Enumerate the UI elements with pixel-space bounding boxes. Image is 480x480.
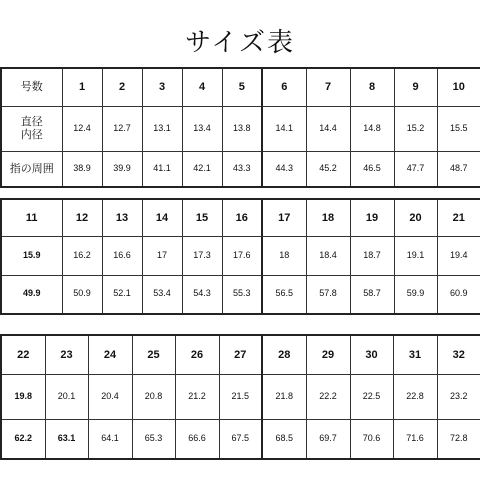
diameter-cell: 21.2: [175, 374, 219, 419]
diameter-cell: 18: [262, 236, 306, 275]
size-number: 25: [132, 335, 175, 374]
circumference-cell: 55.3: [222, 275, 262, 314]
diameter-cell: 14.4: [306, 106, 350, 151]
size-number: 26: [175, 335, 219, 374]
diameter-cell: 21.5: [219, 374, 262, 419]
size-number-row: [1, 335, 480, 374]
size-number: 1: [62, 68, 102, 106]
circumference-row: [1, 151, 480, 187]
circumference-cell: 45.2: [306, 151, 350, 187]
size-number: 12: [62, 199, 102, 236]
diameter-cell: 16.2: [62, 236, 102, 275]
size-number: 5: [222, 68, 262, 106]
circumference-cell: 41.1: [142, 151, 182, 187]
circumference-cell: 70.6: [350, 419, 393, 459]
diameter-cell: 17.6: [222, 236, 262, 275]
diameter-row: [1, 106, 480, 151]
size-number: 23: [45, 335, 88, 374]
circumference-cell: 46.5: [350, 151, 394, 187]
diameter-cell: 14.8: [350, 106, 394, 151]
circumference-cell: 67.5: [219, 419, 262, 459]
circumference-cell: 68.5: [262, 419, 306, 459]
diameter-cell: 13.8: [222, 106, 262, 151]
size-number: 20: [394, 199, 437, 236]
diameter-cell: 19.4: [437, 236, 480, 275]
diameter-cell: 20.8: [132, 374, 175, 419]
diameter-cell: 16.6: [102, 236, 142, 275]
row-header-diameter: [1, 106, 62, 151]
circumference-cell: 52.1: [102, 275, 142, 314]
diameter-cell: 20.1: [45, 374, 88, 419]
circumference-cell: 66.6: [175, 419, 219, 459]
size-number: 4: [182, 68, 222, 106]
diameter-cell: 13.4: [182, 106, 222, 151]
circumference-cell: 50.9: [62, 275, 102, 314]
circumference-cell: 71.6: [393, 419, 437, 459]
size-number: 8: [350, 68, 394, 106]
row-header-size: 号数: [1, 68, 62, 106]
size-number: 9: [394, 68, 437, 106]
diameter-cell: 18.7: [350, 236, 394, 275]
circumference-cell: 44.3: [262, 151, 306, 187]
diameter-row: [1, 236, 480, 275]
size-number: 22: [1, 335, 45, 374]
circumference-cell: 69.7: [306, 419, 350, 459]
circumference-cell: 47.7: [394, 151, 437, 187]
diameter-cell: 17.3: [182, 236, 222, 275]
size-number: 17: [262, 199, 306, 236]
size-table-3: [0, 334, 480, 460]
circumference-cell: 39.9: [102, 151, 142, 187]
diameter-cell: 19.8: [1, 374, 45, 419]
circumference-cell: 65.3: [132, 419, 175, 459]
circumference-cell: 58.7: [350, 275, 394, 314]
size-number: 2: [102, 68, 142, 106]
size-table-2: [0, 198, 480, 315]
circumference-cell: 43.3: [222, 151, 262, 187]
diameter-cell: 12.7: [102, 106, 142, 151]
size-number-row: [1, 199, 480, 236]
size-number: 19: [350, 199, 394, 236]
circumference-cell: 38.9: [62, 151, 102, 187]
size-number-row: [1, 68, 480, 106]
size-number: 10: [437, 68, 480, 106]
size-number: 29: [306, 335, 350, 374]
circumference-cell: 59.9: [394, 275, 437, 314]
size-number: 28: [262, 335, 306, 374]
row-header-diameter-line1: 直径: [20, 116, 43, 129]
size-number: 3: [142, 68, 182, 106]
circumference-cell: 48.7: [437, 151, 480, 187]
diameter-cell: 13.1: [142, 106, 182, 151]
circumference-cell: 72.8: [437, 419, 480, 459]
size-number: 31: [393, 335, 437, 374]
circumference-cell: 56.5: [262, 275, 306, 314]
row-header-diameter-line2: 内径: [20, 128, 43, 141]
diameter-cell: 15.9: [1, 236, 62, 275]
circumference-cell: 57.8: [306, 275, 350, 314]
circumference-row: [1, 419, 480, 459]
diameter-cell: 20.4: [88, 374, 132, 419]
row-header-circumference: 指の周囲: [1, 151, 62, 187]
diameter-cell: 15.2: [394, 106, 437, 151]
size-number: 14: [142, 199, 182, 236]
circumference-cell: 60.9: [437, 275, 480, 314]
circumference-cell: 53.4: [142, 275, 182, 314]
diameter-cell: 14.1: [262, 106, 306, 151]
diameter-cell: 23.2: [437, 374, 480, 419]
circumference-cell: 42.1: [182, 151, 222, 187]
size-number: 27: [219, 335, 262, 374]
size-number: 24: [88, 335, 132, 374]
diameter-cell: 22.8: [393, 374, 437, 419]
circumference-row: [1, 275, 480, 314]
circumference-cell: 64.1: [88, 419, 132, 459]
diameter-cell: 22.5: [350, 374, 393, 419]
size-table-1: [0, 67, 480, 188]
size-number: 30: [350, 335, 393, 374]
size-number: 13: [102, 199, 142, 236]
diameter-cell: 15.5: [437, 106, 480, 151]
diameter-cell: 19.1: [394, 236, 437, 275]
diameter-cell: 22.2: [306, 374, 350, 419]
size-number: 15: [182, 199, 222, 236]
size-number: 11: [1, 199, 62, 236]
size-number: 32: [437, 335, 480, 374]
circumference-cell: 63.1: [45, 419, 88, 459]
diameter-cell: 12.4: [62, 106, 102, 151]
size-number: 21: [437, 199, 480, 236]
size-number: 7: [306, 68, 350, 106]
diameter-cell: 18.4: [306, 236, 350, 275]
size-number: 6: [262, 68, 306, 106]
circumference-cell: 62.2: [1, 419, 45, 459]
size-number: 18: [306, 199, 350, 236]
diameter-cell: 17: [142, 236, 182, 275]
diameter-row: [1, 374, 480, 419]
circumference-cell: 54.3: [182, 275, 222, 314]
size-number: 16: [222, 199, 262, 236]
diameter-cell: 21.8: [262, 374, 306, 419]
circumference-cell: 49.9: [1, 275, 62, 314]
page-title: サイズ表: [185, 28, 295, 58]
